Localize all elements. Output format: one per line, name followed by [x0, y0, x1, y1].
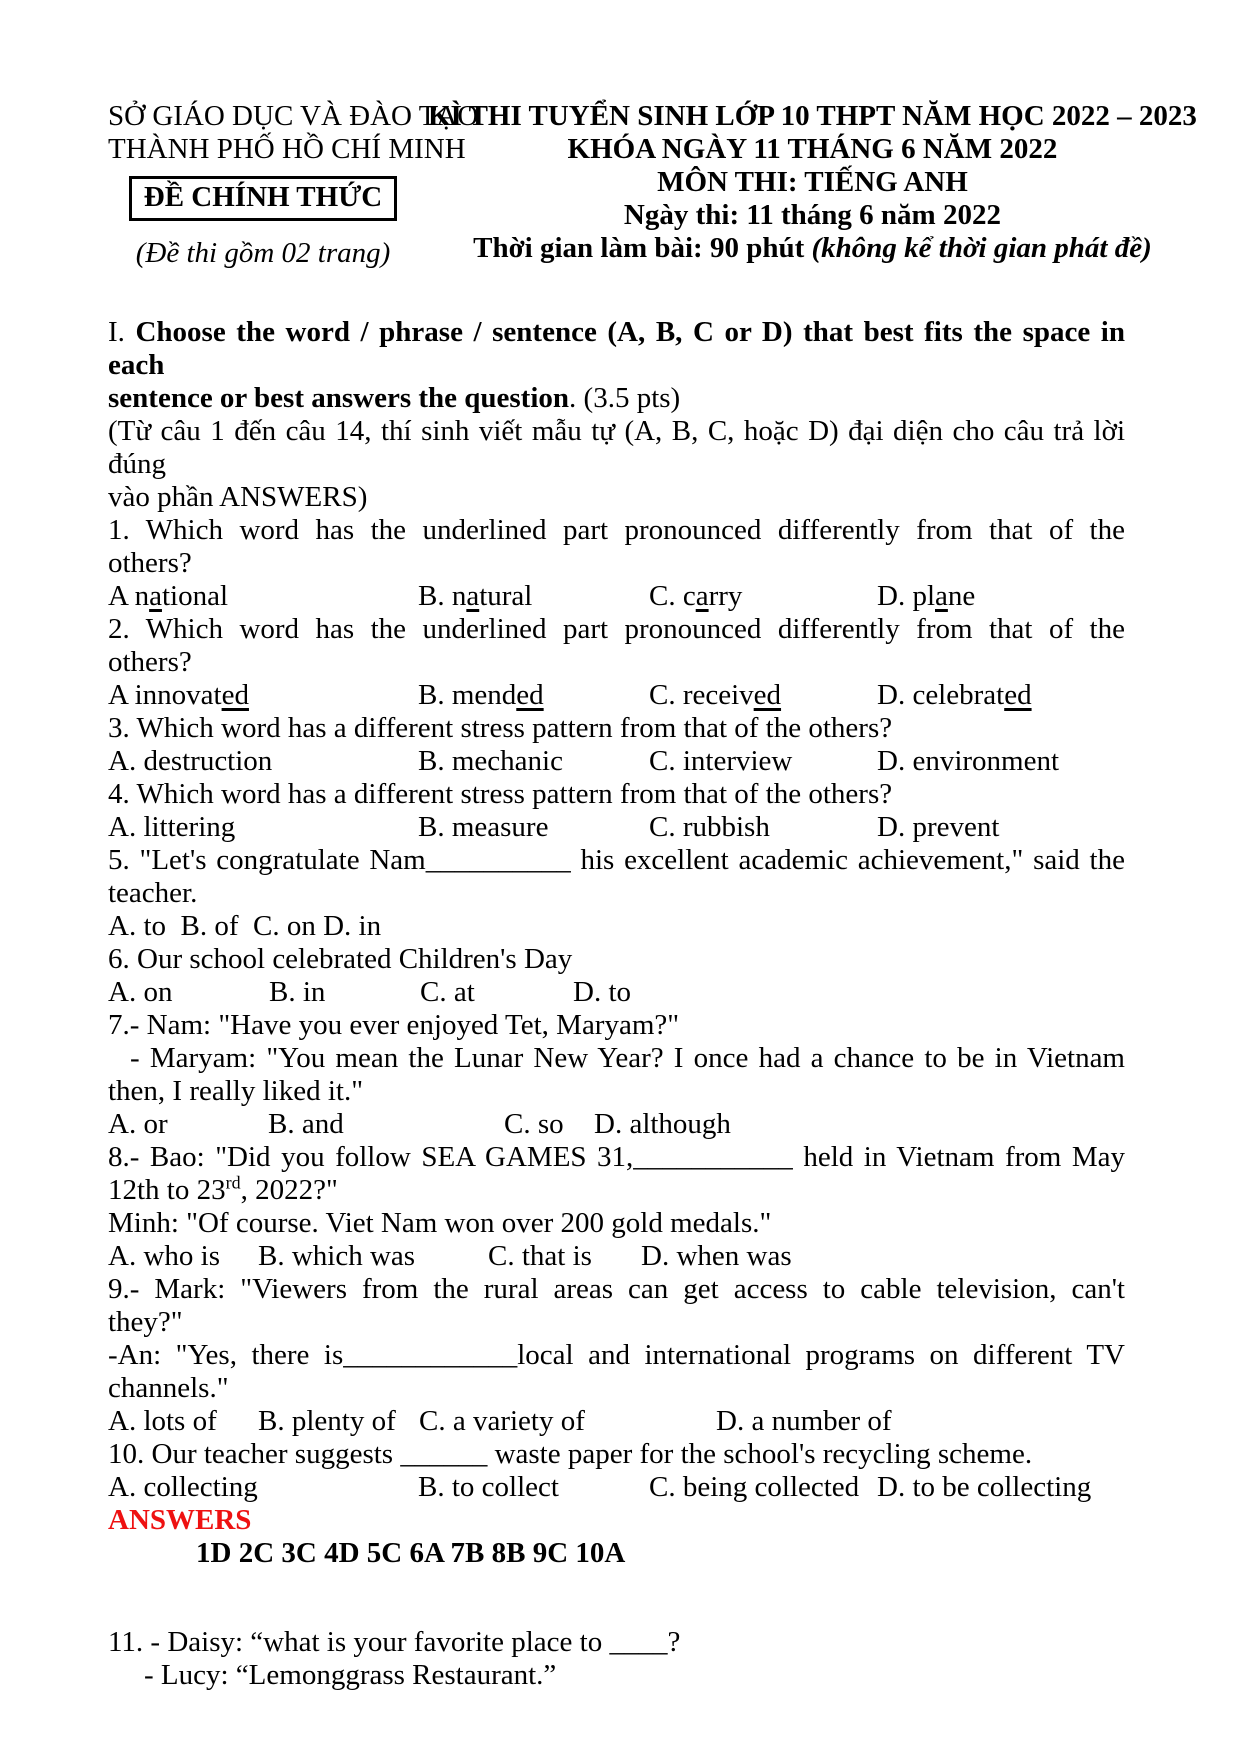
section1-heading-line2	[108, 382, 1125, 415]
question-8-option-b: B. which was	[258, 1240, 416, 1272]
exam-date-line	[428, 199, 1197, 232]
question-11-line2: - Lucy: “Lemonggrass Restaurant.”	[144, 1659, 557, 1691]
question-5-stem-line2: teacher.	[108, 877, 198, 909]
question-8-line1: 8.- Bao: "Did you follow SEA GAMES 31,___________ held in Vietnam from May	[108, 1141, 1125, 1173]
question-1-option-d	[877, 580, 1125, 613]
question-7-line3: then, I really liked it."	[108, 1075, 364, 1107]
text-segment: D. celebrat	[877, 679, 1005, 711]
text-segment: . (3.5 pts)	[569, 382, 681, 414]
question-3-options	[108, 745, 1125, 778]
exam-date-text: Ngày thi: 11 tháng 6 năm 2022	[623, 199, 1001, 231]
exam-title-block	[428, 100, 1197, 265]
text-segment: sentence or best answers the question	[108, 382, 570, 414]
text-segment: D. pl	[877, 580, 935, 612]
question-6-option-a: A. on	[108, 976, 173, 1008]
question-6-stem: 6. Our school celebrated Children's Day	[108, 943, 573, 975]
question-4-options	[108, 811, 1125, 844]
question-3-option-a: A. destruction	[108, 745, 273, 777]
text-segment: I.	[108, 316, 136, 348]
question-9-line4: channels."	[108, 1372, 229, 1404]
question-5-stem-line1: 5. "Let's congratulate Nam__________ his excellent academic achievement," said the	[108, 844, 1125, 876]
answers-values: 1D 2C 3C 4D 5C 6A 7B 8B 9C 10A	[196, 1537, 626, 1569]
text-segment: Choose the word / phrase / sentence (A, B, C or D) that best fits the space in each	[108, 316, 1133, 381]
exam-title-line1: KÌ THI TUYỂN SINH LỚP 10 THPT NĂM HỌC 2022 – 2023	[428, 100, 1197, 132]
question-2-option-c	[649, 679, 877, 712]
text-segment: ed	[1004, 679, 1032, 711]
question-10-option-d: D. to be collecting	[877, 1471, 1092, 1503]
pages-note: (Đề thi gồm 02 trang)	[135, 237, 391, 269]
question-2-option-b	[418, 679, 649, 712]
exam-title-line2: KHÓA NGÀY 11 THÁNG 6 NĂM 2022	[567, 133, 1058, 165]
question-7-line1: 7.- Nam: "Have you ever enjoyed Tet, Maryam?"	[108, 1009, 680, 1041]
question-10-option-b: B. to collect	[418, 1471, 559, 1503]
authority-line2: THÀNH PHỐ HỒ CHÍ MINH	[108, 133, 466, 165]
exam-header	[108, 100, 1197, 270]
text-segment: a	[695, 580, 709, 612]
question-4-option-d: D. prevent	[877, 811, 1000, 843]
question-4-option-a: A. littering	[108, 811, 236, 843]
question-3-option-d: D. environment	[877, 745, 1060, 777]
question-3-option-c: C. interview	[649, 745, 793, 777]
text-segment: A innovat	[108, 679, 222, 711]
question-9-line1: 9.- Mark: "Viewers from the rural areas can get access to cable television, can't	[108, 1273, 1125, 1305]
question-10-option-a: A. collecting	[108, 1471, 258, 1503]
text-segment: ed	[753, 679, 782, 711]
duration-text: Thời gian làm bài: 90 phút	[473, 232, 812, 264]
question-7-option-c: C. so	[504, 1108, 564, 1140]
question-1-stem-line1: 1. Which word has the underlined part pronounced differently from that of the	[108, 514, 1125, 546]
text-segment: rry	[708, 580, 743, 612]
question-1-option-c	[649, 580, 877, 613]
question-7-option-a: A. or	[108, 1108, 168, 1140]
question-9-options	[108, 1405, 1125, 1438]
question-2-option-a	[108, 679, 418, 712]
text-segment: C. receiv	[649, 679, 754, 711]
text-segment: a	[935, 580, 948, 612]
question-2-option-d	[877, 679, 1125, 712]
question-6-option-c: C. at	[420, 976, 475, 1008]
exam-duration-line	[428, 232, 1197, 265]
text-segment: tural	[479, 580, 533, 612]
text-segment: ed	[516, 679, 544, 711]
question-4-option-c: C. rubbish	[649, 811, 770, 843]
question-8-options	[108, 1240, 1125, 1273]
answers-label: ANSWERS	[108, 1504, 252, 1536]
question-9-option-a: A. lots of	[108, 1405, 217, 1437]
question-2-options	[108, 679, 1125, 712]
section1-instruction-line1: (Từ câu 1 đến câu 14, thí sinh viết mẫu tự (A, B, C, hoặc D) đại diện cho câu trả lời đúng	[108, 415, 1133, 480]
text-segment: a	[149, 580, 162, 612]
question-7-options	[108, 1108, 1125, 1141]
question-7-option-b: B. and	[268, 1108, 344, 1140]
exam-subject-line: MÔN THI: TIẾNG ANH	[657, 166, 968, 198]
question-7-option-d: D. although	[594, 1108, 731, 1140]
question-6-option-d: D. to	[573, 976, 631, 1008]
text-segment: B. n	[418, 580, 467, 612]
question-11-line1: 11. - Daisy: “what is your favorite place to ____?	[108, 1626, 681, 1658]
text-segment: , 2022?"	[240, 1174, 338, 1206]
question-2-stem-line1: 2. Which word has the underlined part pronounced differently from that of the	[108, 613, 1125, 645]
text-segment: A n	[108, 580, 150, 612]
section1-instruction-line2: vào phần ANSWERS)	[108, 481, 368, 513]
question-9-line2: they?"	[108, 1306, 183, 1338]
question-10-options	[108, 1471, 1125, 1504]
question-1-stem-line2: others?	[108, 547, 192, 579]
text-segment: ed	[221, 679, 249, 711]
section1-heading-line1	[108, 316, 1133, 382]
question-3-stem: 3. Which word has a different stress pattern from that of the others?	[108, 712, 893, 744]
question-6-option-b: B. in	[269, 976, 326, 1008]
question-8-option-c: C. that is	[488, 1240, 592, 1272]
authority-line1: SỞ GIÁO DỤC VÀ ĐÀO TẠO	[108, 100, 479, 132]
text-segment: ne	[947, 580, 976, 612]
question-4-option-b: B. measure	[418, 811, 549, 843]
text-segment: B. mend	[418, 679, 517, 711]
text-segment: 12th to 23	[108, 1174, 226, 1206]
question-8-line3: Minh: "Of course. Viet Nam won over 200 gold medals."	[108, 1207, 772, 1239]
official-exam-box-wrap	[108, 176, 418, 221]
question-8-option-a: A. who is	[108, 1240, 220, 1272]
question-4-stem: 4. Which word has a different stress pattern from that of the others?	[108, 778, 893, 810]
question-1-option-b	[418, 580, 649, 613]
text-segment: tional	[161, 580, 229, 612]
question-7-line2: - Maryam: "You mean the Lunar New Year? I once had a chance to be in Vietnam	[130, 1042, 1125, 1074]
question-9-option-c: C. a variety of	[419, 1405, 585, 1437]
question-10-option-c: C. being collected	[649, 1471, 860, 1503]
question-8-option-d: D. when was	[641, 1240, 792, 1272]
question-9-option-b: B. plenty of	[258, 1405, 396, 1437]
duration-note-italic: (không kể thời gian phát đề)	[811, 232, 1152, 264]
exam-body	[108, 316, 1133, 1692]
question-1-options	[108, 580, 1125, 613]
question-10-stem: 10. Our teacher suggests ______ waste paper for the school's recycling scheme.	[108, 1438, 1033, 1470]
question-9-option-d: D. a number of	[716, 1405, 892, 1437]
issuing-authority-block	[108, 100, 479, 270]
text-segment: a	[466, 580, 480, 612]
question-9-line3: -An: "Yes, there is____________local and international programs on different TV	[108, 1339, 1125, 1371]
question-1-option-a	[108, 580, 418, 613]
question-2-stem-line2: others?	[108, 646, 192, 678]
text-segment: C. c	[649, 580, 696, 612]
question-11-block	[108, 1626, 1125, 1692]
question-5-options: A. to B. of C. on D. in	[108, 910, 382, 942]
question-3-option-b: B. mechanic	[418, 745, 563, 777]
question-8-line2	[108, 1174, 1125, 1207]
question-6-options	[108, 976, 1125, 1009]
text-segment: rd	[225, 1172, 241, 1193]
official-exam-badge: ĐỀ CHÍNH THỨC	[129, 176, 397, 221]
